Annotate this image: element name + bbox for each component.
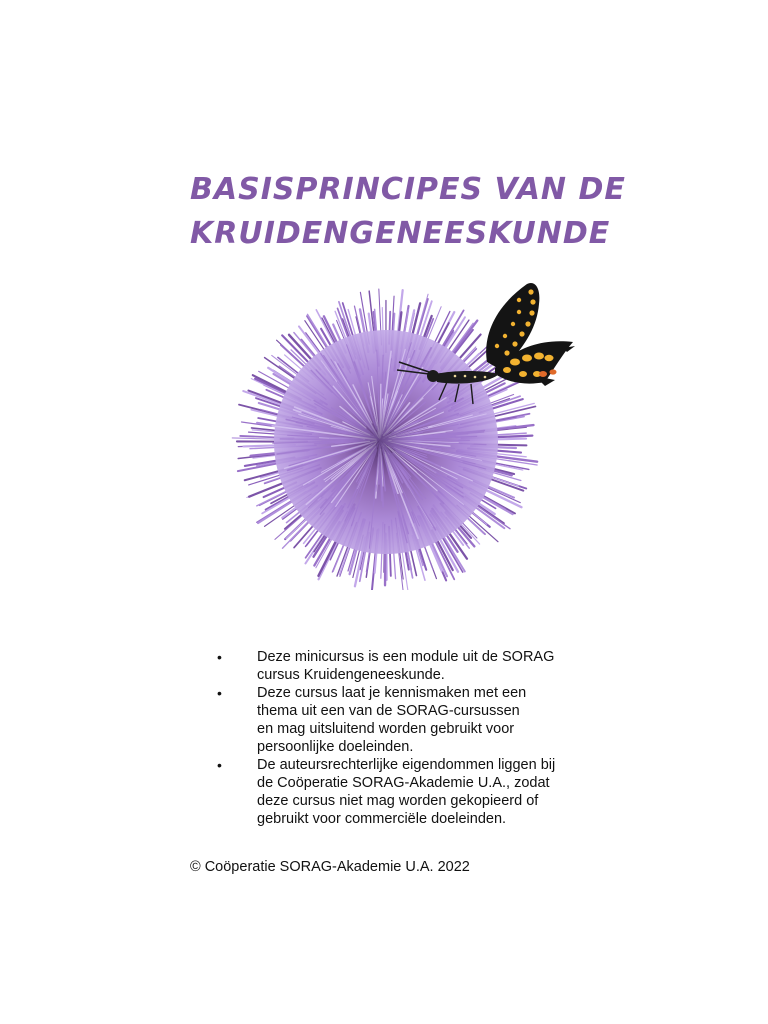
list-item-text: deze cursus niet mag worden gekopieerd of [257, 793, 539, 809]
list-item-text: Deze cursus laat je kennismaken met een [257, 685, 527, 701]
bullet-glyph: • [217, 685, 222, 701]
bullet-glyph: • [217, 649, 222, 665]
thistle-flower-icon [230, 270, 590, 590]
list-item-text: persoonlijke doeleinden. [257, 739, 414, 755]
list-item [215, 684, 595, 756]
list-item [215, 756, 595, 828]
list-item-text: cursus Kruidengeneeskunde. [257, 667, 445, 683]
list-item-text: en mag uitsluitend worden gebruikt voor [257, 721, 515, 737]
title-line-2: KRUIDENGENEESKUNDE [190, 216, 611, 251]
list-item-text: De auteursrechterlijke eigendommen liggen bij [257, 757, 556, 773]
list-item-text: de Coöperatie SORAG-Akademie U.A., zodat [257, 775, 550, 791]
list-item-text: thema uit een van de SORAG-cursussen [257, 703, 520, 719]
list-item [215, 648, 595, 684]
list-item-text: Deze minicursus is een module uit de SORAG [257, 649, 555, 665]
page-title [190, 168, 626, 256]
copyright-notice: © Coöperatie SORAG-Akademie U.A. 2022 [190, 859, 470, 875]
info-list [215, 648, 595, 828]
cover-illustration [230, 270, 590, 590]
bullet-glyph: • [217, 757, 222, 773]
title-line-1: BASISPRINCIPES VAN DE [190, 172, 626, 207]
list-item-text: gebruikt voor commerciële doeleinden. [257, 811, 507, 827]
